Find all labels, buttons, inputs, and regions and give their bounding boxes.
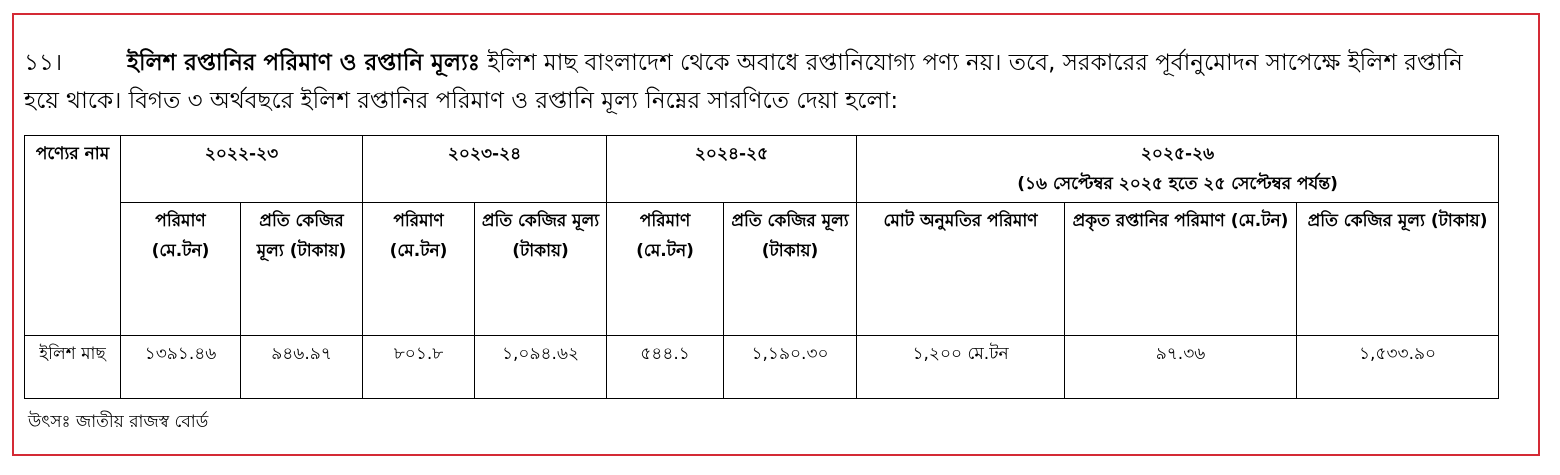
table-cell: ৯৪৬.৯৭ (241, 336, 363, 399)
column-header-row (25, 203, 1499, 336)
column-header: মোট অনুমতির পরিমাণ (857, 203, 1065, 336)
table-cell: ১,৫৩৩.৯০ (1297, 336, 1499, 399)
product-name-header: পণ্যের নাম (25, 136, 121, 336)
column-header: প্রতি কেজির মূল্য (টাকায়) (241, 203, 363, 336)
year-header: ২০২৩-২৪ (363, 136, 607, 203)
intro-paragraph (24, 44, 1504, 120)
table-cell: ১,১৯০.৩০ (724, 336, 857, 399)
column-header: প্রতি কেজির মূল্য (টাকায়) (1297, 203, 1499, 336)
column-header: প্রতি কেজির মূল্য (টাকায়) (475, 203, 607, 336)
table-cell: ৫৪৪.১ (607, 336, 724, 399)
table-cell: ১,২০০ মে.টন (857, 336, 1065, 399)
column-header: পরিমাণ (মে.টন) (121, 203, 241, 336)
column-header: প্রতি কেজির মূল্য (টাকায়) (724, 203, 857, 336)
export-table (24, 135, 1499, 399)
table-cell: ৮০১.৮ (363, 336, 475, 399)
table-row (25, 336, 1499, 399)
table-cell: ১,০৯৪.৬২ (475, 336, 607, 399)
column-header: পরিমাণ (মে.টন) (363, 203, 475, 336)
year-header: ২০২২-২৩ (121, 136, 363, 203)
table-cell: ৯৭.৩৬ (1065, 336, 1297, 399)
table-cell: ১৩৯১.৪৬ (121, 336, 241, 399)
column-header: পরিমাণ (মে.টন) (607, 203, 724, 336)
year-header-period: (১৬ সেপ্টেম্বর ২০২৫ হতে ২৫ সেপ্টেম্বর পর্যন্ত) (1017, 174, 1338, 194)
year-header-current (857, 136, 1499, 203)
source-note: উৎসঃ জাতীয় রাজস্ব বোর্ড (28, 412, 209, 432)
year-header-label: ২০২৫-২৬ (1140, 144, 1215, 164)
section-number: ১১। (24, 50, 63, 76)
year-header: ২০২৪-২৫ (607, 136, 857, 203)
product-name-cell: ইলিশ মাছ (25, 336, 121, 399)
section-body: ইলিশ মাছ বাংলাদেশ থেকে অবাধে রপ্তানিযোগ্য পণ্য নয়। তবে, সরকারের পূর্বানুমোদন সাপেক্ষে ইলিশ রপ্তানি হয়ে থাকে। বিগত ৩ অর্থবছরে ইলিশ রপ্তানির পরিমাণ ও রপ্তানি মূল্য নিম্নের সারণিতে দেয়া হলো: (24, 50, 1463, 114)
section-heading: ইলিশ রপ্তানির পরিমাণ ও রপ্তানি মূল্যঃ (127, 50, 481, 76)
year-header-row (25, 136, 1499, 203)
column-header: প্রকৃত রপ্তানির পরিমাণ (মে.টন) (1065, 203, 1297, 336)
